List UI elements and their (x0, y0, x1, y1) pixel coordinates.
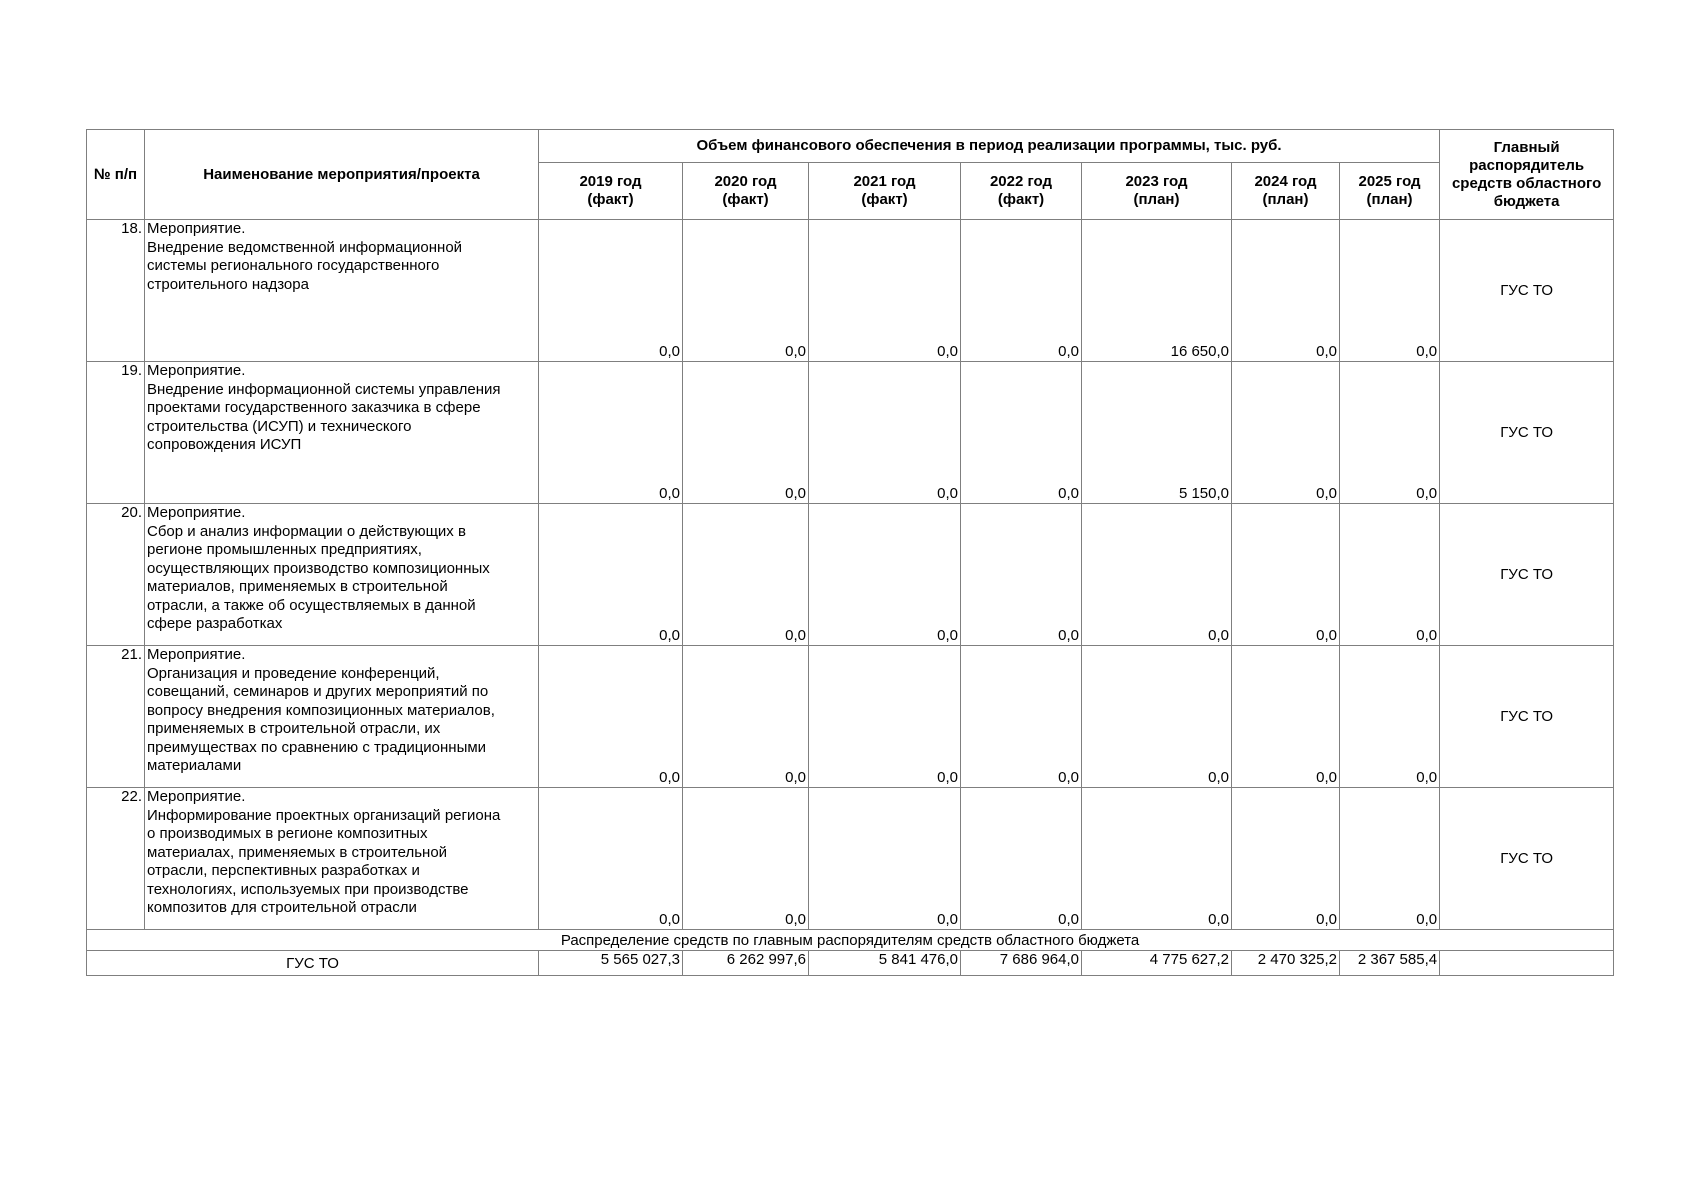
activity-text-line: о производимых в регионе композитных (147, 825, 428, 842)
total-2025: 2 367 585,4 (1340, 951, 1440, 976)
activity-text-line: сфере разработках (147, 615, 283, 632)
activity-text-line: материалами (147, 757, 242, 774)
value-2019: 0,0 (539, 362, 683, 504)
header-year-type: (факт) (722, 191, 769, 208)
header-finance-group: Объем финансового обеспечения в период реализации программы, тыс. руб. (539, 130, 1440, 163)
activity-kind: Мероприятие. (147, 504, 246, 521)
value-2021: 0,0 (809, 788, 961, 930)
value-2023: 5 150,0 (1082, 362, 1232, 504)
activity-text-line: совещаний, семинаров и других мероприятий по (147, 683, 489, 700)
header-year-type: (план) (1262, 191, 1309, 208)
activity-name (145, 788, 539, 930)
header-year (1232, 163, 1340, 220)
value-2025: 0,0 (1340, 646, 1440, 788)
value-2022: 0,0 (961, 220, 1082, 362)
value-2023: 0,0 (1082, 788, 1232, 930)
total-row (87, 951, 1614, 976)
header-year-type: (факт) (861, 191, 908, 208)
activity-text-line: системы регионального государственного (147, 257, 440, 274)
value-2023: 0,0 (1082, 646, 1232, 788)
activity-text-line: отрасли, а также об осуществляемых в данной (147, 596, 476, 614)
activity-text-line: материалов, применяемых в строительной (147, 578, 448, 595)
value-2022: 0,0 (961, 646, 1082, 788)
activity-name (145, 504, 539, 646)
value-2020: 0,0 (683, 220, 809, 362)
value-2024: 0,0 (1232, 504, 1340, 646)
header-year-label: 2021 год (853, 173, 916, 190)
value-2020: 0,0 (683, 362, 809, 504)
activity-text-line: вопросу внедрения композиционных материалов, (147, 701, 495, 719)
value-2021: 0,0 (809, 362, 961, 504)
total-label: ГУС ТО (87, 951, 539, 976)
activity-kind: Мероприятие. (147, 646, 246, 663)
value-2019: 0,0 (539, 504, 683, 646)
value-2021: 0,0 (809, 220, 961, 362)
header-year (809, 163, 961, 220)
activity-text-line: Внедрение информационной системы управления (147, 380, 501, 398)
value-2025: 0,0 (1340, 788, 1440, 930)
total-2019: 5 565 027,3 (539, 951, 683, 976)
row-number: 18. (87, 220, 145, 362)
disposer: ГУС ТО (1440, 220, 1614, 362)
header-year-label: 2024 год (1254, 173, 1317, 190)
activity-text-line: преимуществах по сравнению с традиционными (147, 738, 487, 756)
value-2020: 0,0 (683, 504, 809, 646)
header-year-label: 2020 год (714, 173, 777, 190)
activity-text-line: регионе промышленных предприятиях, (147, 541, 422, 558)
row-number: 22. (87, 788, 145, 930)
header-year (683, 163, 809, 220)
value-2025: 0,0 (1340, 362, 1440, 504)
header-year-type: (факт) (587, 191, 634, 208)
activity-text-line: Внедрение ведомственной информационной (147, 238, 463, 256)
row-number: 21. (87, 646, 145, 788)
header-year (1340, 163, 1440, 220)
value-2024: 0,0 (1232, 788, 1340, 930)
activity-text-line: применяемых в строительной отрасли, их (147, 720, 441, 737)
total-2022: 7 686 964,0 (961, 951, 1082, 976)
value-2023: 16 650,0 (1082, 220, 1232, 362)
value-2025: 0,0 (1340, 220, 1440, 362)
header-year-label: 2025 год (1358, 173, 1421, 190)
activity-text-line: композитов для строительной отрасли (147, 899, 417, 916)
value-2019: 0,0 (539, 220, 683, 362)
header-year-type: (план) (1133, 191, 1180, 208)
table-row (87, 646, 1614, 788)
total-2020: 6 262 997,6 (683, 951, 809, 976)
value-2020: 0,0 (683, 646, 809, 788)
activity-text-line: технологиях, используемых при производстве (147, 880, 469, 898)
activity-name (145, 646, 539, 788)
value-2022: 0,0 (961, 362, 1082, 504)
value-2020: 0,0 (683, 788, 809, 930)
activity-text-line: строительства (ИСУП) и технического (147, 417, 412, 435)
table-row (87, 220, 1614, 362)
header-year (539, 163, 683, 220)
disposer: ГУС ТО (1440, 788, 1614, 930)
disposer: ГУС ТО (1440, 504, 1614, 646)
value-2019: 0,0 (539, 646, 683, 788)
activity-name (145, 220, 539, 362)
distribution-label: Распределение средств по главным распорядителям средств областного бюджета (87, 930, 1614, 951)
header-year-type: (план) (1366, 191, 1413, 208)
activity-text-line: Организация и проведение конференций, (147, 664, 440, 682)
value-2024: 0,0 (1232, 362, 1340, 504)
activity-kind: Мероприятие. (147, 362, 246, 379)
value-2022: 0,0 (961, 504, 1082, 646)
row-number: 20. (87, 504, 145, 646)
total-2024: 2 470 325,2 (1232, 951, 1340, 976)
activity-kind: Мероприятие. (147, 220, 246, 237)
value-2021: 0,0 (809, 504, 961, 646)
value-2024: 0,0 (1232, 220, 1340, 362)
disposer: ГУС ТО (1440, 646, 1614, 788)
activity-text-line: строительного надзора (147, 275, 309, 293)
header-year (1082, 163, 1232, 220)
header-num: № п/п (87, 130, 145, 220)
header-year-label: 2022 год (989, 173, 1053, 190)
distribution-row (87, 930, 1614, 951)
activity-text-line: проектами государственного заказчика в сфере (147, 399, 481, 416)
value-2019: 0,0 (539, 788, 683, 930)
value-2022: 0,0 (961, 788, 1082, 930)
activity-text-line: материалах, применяемых в строительной (147, 843, 448, 861)
activity-text-line: отрасли, перспективных разработках и (147, 862, 420, 879)
value-2021: 0,0 (809, 646, 961, 788)
header-year-label: 2023 год (1125, 173, 1188, 190)
activity-text-line: осуществляющих производство композиционных (147, 559, 490, 577)
row-number: 19. (87, 362, 145, 504)
activity-kind: Мероприятие. (147, 788, 246, 805)
table-row (87, 504, 1614, 646)
header-year (961, 163, 1082, 220)
total-2023: 4 775 627,2 (1082, 951, 1232, 976)
value-2025: 0,0 (1340, 504, 1440, 646)
header-year-type: (факт) (997, 191, 1045, 208)
disposer: ГУС ТО (1440, 362, 1614, 504)
header-year-label: 2019 год (579, 173, 642, 190)
value-2024: 0,0 (1232, 646, 1340, 788)
activity-text-line: сопровождения ИСУП (147, 436, 302, 453)
total-disposer-empty (1440, 951, 1614, 976)
table-row (87, 788, 1614, 930)
activity-text-line: Информирование проектных организаций региона (147, 806, 501, 824)
activity-name (145, 362, 539, 504)
finance-table (86, 129, 1614, 976)
value-2023: 0,0 (1082, 504, 1232, 646)
header-disposer: Главный распорядитель средств областного бюджета (1440, 130, 1614, 220)
table-row (87, 362, 1614, 504)
header-name: Наименование мероприятия/проекта (145, 130, 539, 220)
activity-text-line: Сбор и анализ информации о действующих в (147, 522, 466, 540)
total-2021: 5 841 476,0 (809, 951, 961, 976)
